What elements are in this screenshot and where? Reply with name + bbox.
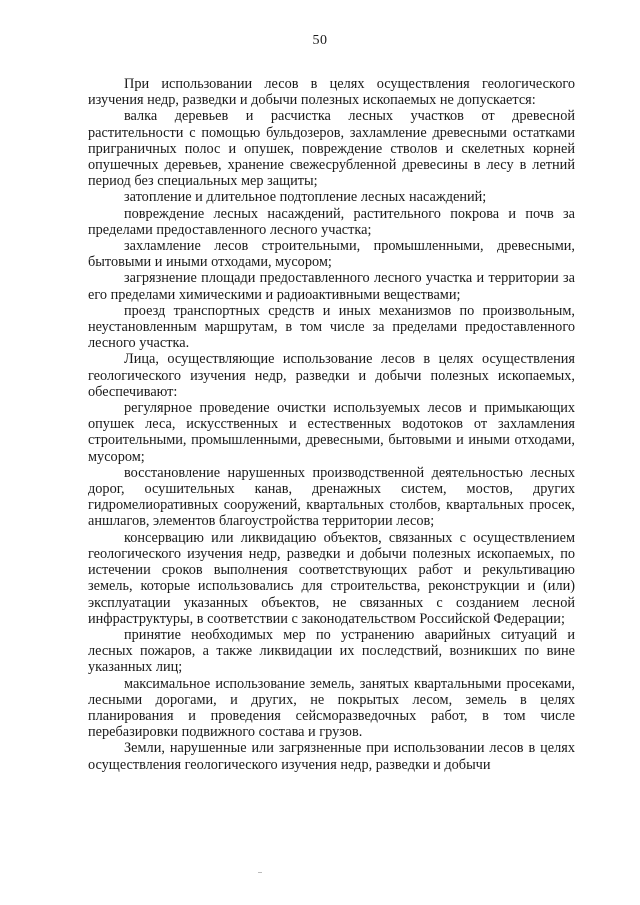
document-body	[88, 76, 575, 773]
paragraph-littering: захламление лесов строительными, промышленными, древесными, бытовыми и иными отходами, мусором;	[88, 238, 575, 271]
paragraph-plantation-damage: повреждение лесных насаждений, растительного покрова и почв за пределами предоставленного лесного участка;	[88, 205, 575, 238]
paragraph-regular-cleaning: регулярное проведение очистки используемых лесов и примыкающих опушек леса, искусственных и естественных водотоков от захламления строительными, промышленными, древесными, бытовыми и иными отходами, мусором;	[88, 400, 575, 465]
scan-mark	[258, 872, 262, 873]
paragraph-emergency-measures: принятие необходимых мер по устранению аварийных ситуаций и лесных пожаров, а также ликвидации их последствий, возникших по вине указанных лиц;	[88, 626, 575, 676]
paragraph-pollution: загрязнение площади предоставленного лесного участка и территории за его пределами химическими и радиоактивными веществами;	[88, 270, 575, 303]
page-number: 50	[312, 33, 328, 48]
paragraph-vehicle-passage: проезд транспортных средств и иных механизмов по произвольным, неустановленным маршрутам, в том числе за пределами предоставленного лесного участка.	[88, 302, 575, 352]
paragraph-disturbed-lands: Земли, нарушенные или загрязненные при использовании лесов в целях осуществления геологического изучения недр, разведки и добычи	[88, 740, 575, 773]
paragraph-flooding: затопление и длительное подтопление лесных насаждений;	[124, 189, 487, 206]
paragraph-land-use: максимальное использование земель, занятых квартальными просеками, лесными дорогами, и других, не покрытых лесом, земель в целях планирования и проведения сейсморазведочных работ, в том числе перебазировки подвижного состава и грузов.	[88, 675, 575, 741]
paragraph-tree-felling: валка деревьев и расчистка лесных участков от древесной растительности с помощью бульдозеров, захламление древесными остатками приграничных полос и опушек, повреждение стволов и скелетных корней опушечных деревьев, хранение свежесрубленной древесины в лесу в летний период без специальных мер защиты;	[88, 108, 575, 190]
paragraph-prohibitions-intro: При использовании лесов в целях осуществления геологического изучения недр, разведки и добычи полезных ископаемых не допускается:	[88, 76, 575, 109]
paragraph-obligations-intro: Лица, осуществляющие использование лесов в целях осуществления геологического изучения недр, разведки и добычи полезных ископаемых, обеспечивают:	[88, 351, 575, 400]
paragraph-restoration: восстановление нарушенных производственной деятельностью лесных дорог, осушительных канав, дренажных систем, мостов, других гидромелиоративных сооружений, квартальных столбов, квартальных просек, аншлагов, элементов благоустройства территории лесов;	[88, 464, 575, 530]
paragraph-conservation-reclamation: консервацию или ликвидацию объектов, связанных с осуществлением геологического изучения недр, разведки и добычи полезных ископаемых, по истечении сроков выполнения соответствующих работ и рекультивацию земель, которые использовались для строительства, реконструкции и (или) эксплуатации указанных объектов, не связанных с созданием лесной инфраструктуры, в соответствии с законодательством Российской Федерации;	[88, 529, 575, 627]
